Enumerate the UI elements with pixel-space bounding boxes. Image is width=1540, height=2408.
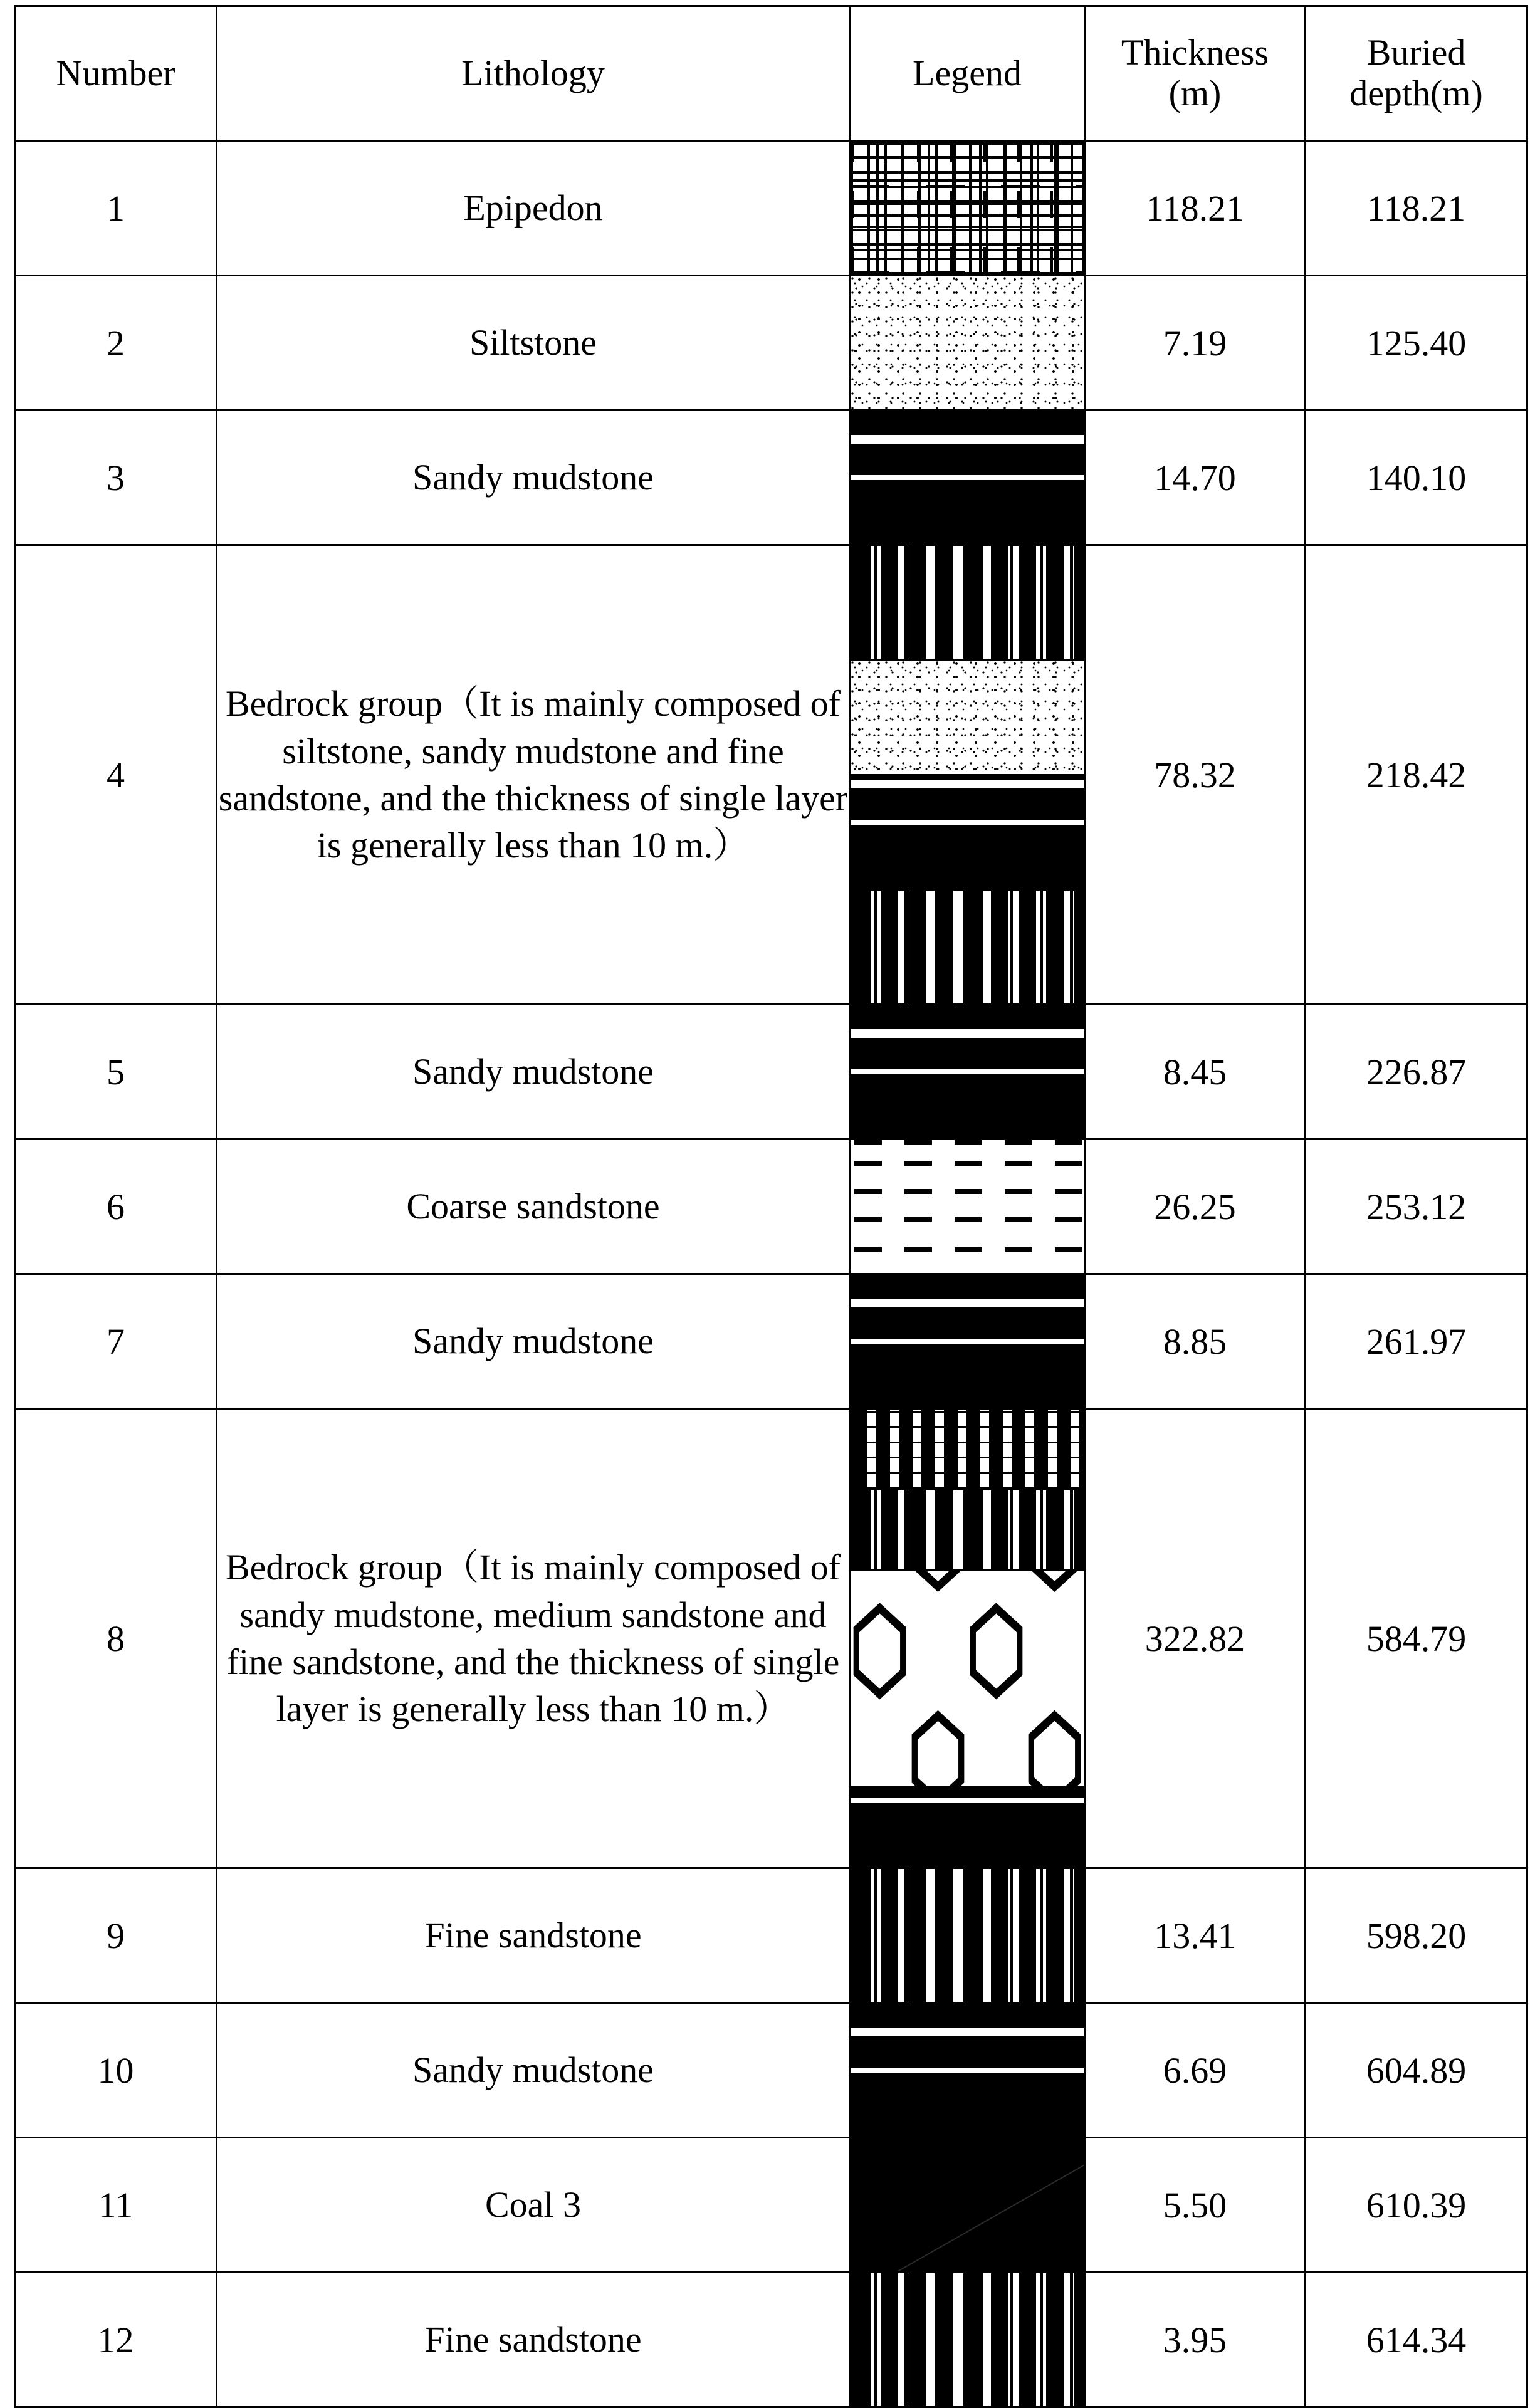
table-row <box>15 1409 1527 1868</box>
cell-buried-depth: 253.12 <box>1306 1139 1527 1274</box>
legend-pattern-mudstone <box>851 1410 1084 1489</box>
cell-thickness: 8.85 <box>1085 1274 1306 1409</box>
cell-buried-depth: 140.10 <box>1306 411 1527 545</box>
cell-legend <box>850 276 1085 411</box>
cell-legend <box>850 411 1085 545</box>
cell-number: 7 <box>15 1274 217 1409</box>
cell-legend <box>850 1139 1085 1274</box>
legend-pattern-siltstone <box>851 276 1084 409</box>
table-row <box>15 2273 1527 2407</box>
legend-pattern-stack <box>851 2004 1084 2137</box>
cell-lithology: Fine sandstone <box>217 1868 850 2003</box>
cell-lithology: Sandy mudstone <box>217 411 850 545</box>
cell-buried-depth: 614.34 <box>1306 2273 1527 2407</box>
cell-legend <box>850 141 1085 276</box>
cell-thickness: 8.45 <box>1085 1005 1306 1139</box>
legend-pattern-stack <box>851 411 1084 544</box>
cell-thickness: 7.19 <box>1085 276 1306 411</box>
cell-number: 9 <box>15 1868 217 2003</box>
cell-legend <box>850 2138 1085 2273</box>
table-body <box>15 141 1527 2407</box>
cell-lithology: Coarse sandstone <box>217 1139 850 1274</box>
cell-thickness: 13.41 <box>1085 1868 1306 2003</box>
cell-buried-depth: 604.89 <box>1306 2003 1527 2138</box>
legend-pattern-stack <box>851 2273 1084 2406</box>
cell-legend <box>850 545 1085 1005</box>
legend-pattern-sandy-mudstone <box>851 1005 1084 1138</box>
cell-number: 6 <box>15 1139 217 1274</box>
legend-pattern-stack <box>851 1410 1084 1867</box>
cell-number: 1 <box>15 141 217 276</box>
legend-pattern-medium-sandstone <box>851 1569 1084 1786</box>
header-number <box>15 6 217 141</box>
cell-thickness: 6.69 <box>1085 2003 1306 2138</box>
cell-thickness: 26.25 <box>1085 1139 1306 1274</box>
cell-lithology: Sandy mudstone <box>217 1274 850 1409</box>
cell-number: 4 <box>15 545 217 1005</box>
cell-legend <box>850 1274 1085 1409</box>
cell-thickness: 3.95 <box>1085 2273 1306 2407</box>
legend-pattern-stack <box>851 1275 1084 1408</box>
legend-pattern-stack <box>851 1869 1084 2002</box>
cell-buried-depth: 584.79 <box>1306 1409 1527 1868</box>
cell-lithology: Bedrock group（It is mainly composed of sandy mudstone, medium sandstone and fine sandstone, and the thickness of single layer is generally less than 10 m.） <box>217 1409 850 1868</box>
cell-buried-depth: 226.87 <box>1306 1005 1527 1139</box>
header-thickness-unit: (m) <box>1168 73 1222 113</box>
legend-pattern-coarse-sandstone <box>851 1140 1084 1273</box>
cell-thickness: 5.50 <box>1085 2138 1306 2273</box>
cell-buried-depth: 218.42 <box>1306 545 1527 1005</box>
legend-pattern-fine-sandstone <box>851 1489 1084 1569</box>
table-row <box>15 2138 1527 2273</box>
legend-pattern-sandy-mudstone <box>851 774 1084 889</box>
legend-pattern-sandy-mudstone <box>851 411 1084 544</box>
legend-pattern-siltstone <box>851 659 1084 773</box>
legend-pattern-epipedon <box>851 142 1084 275</box>
table-row <box>15 2003 1527 2138</box>
table-row <box>15 1139 1527 1274</box>
cell-lithology: Sandy mudstone <box>217 2003 850 2138</box>
header-thickness-label: Thickness <box>1121 32 1269 73</box>
cell-lithology: Fine sandstone <box>217 2273 850 2407</box>
cell-legend <box>850 2273 1085 2407</box>
header-buried-depth <box>1306 6 1527 141</box>
legend-pattern-sandy-mudstone <box>851 1275 1084 1408</box>
table-row <box>15 276 1527 411</box>
table-row <box>15 1868 1527 2003</box>
legend-pattern-sandy-mudstone <box>851 2004 1084 2137</box>
table-row <box>15 1005 1527 1139</box>
cell-legend <box>850 1868 1085 2003</box>
cell-number: 2 <box>15 276 217 411</box>
cell-buried-depth: 118.21 <box>1306 141 1527 276</box>
legend-pattern-fine-sandstone <box>851 1869 1084 2002</box>
header-thickness <box>1085 6 1306 141</box>
cell-number: 12 <box>15 2273 217 2407</box>
cell-lithology: Bedrock group（It is mainly composed of siltstone, sandy mudstone and fine sandstone, and the thickness of single layer is generally less than 10 m.） <box>217 545 850 1005</box>
cell-number: 10 <box>15 2003 217 2138</box>
legend-pattern-fine-sandstone <box>851 889 1084 1003</box>
cell-number: 11 <box>15 2138 217 2273</box>
cell-buried-depth: 610.39 <box>1306 2138 1527 2273</box>
cell-thickness: 14.70 <box>1085 411 1306 545</box>
legend-pattern-coal <box>851 2138 1084 2271</box>
legend-pattern-fine-sandstone <box>851 2273 1084 2406</box>
cell-number: 8 <box>15 1409 217 1868</box>
cell-lithology: Coal 3 <box>217 2138 850 2273</box>
cell-thickness: 118.21 <box>1085 141 1306 276</box>
legend-pattern-stack <box>851 1140 1084 1273</box>
cell-legend <box>850 2003 1085 2138</box>
legend-pattern-stack <box>851 142 1084 275</box>
coal-diagonal-marker <box>851 2138 1084 2271</box>
header-legend <box>850 6 1085 141</box>
cell-number: 3 <box>15 411 217 545</box>
cell-lithology: Sandy mudstone <box>217 1005 850 1139</box>
cell-buried-depth: 125.40 <box>1306 276 1527 411</box>
cell-lithology: Siltstone <box>217 276 850 411</box>
header-buried-depth-label: Buried <box>1366 32 1466 73</box>
table-row <box>15 141 1527 276</box>
cell-number: 5 <box>15 1005 217 1139</box>
cell-legend <box>850 1005 1085 1139</box>
legend-pattern-fine-sandstone <box>851 546 1084 659</box>
cell-buried-depth: 261.97 <box>1306 1274 1527 1409</box>
legend-pattern-stack <box>851 1005 1084 1138</box>
header-row <box>15 6 1527 141</box>
cell-buried-depth: 598.20 <box>1306 1868 1527 2003</box>
cell-thickness: 78.32 <box>1085 545 1306 1005</box>
legend-pattern-stack <box>851 276 1084 409</box>
stratigraphic-table <box>14 5 1528 2408</box>
table-row <box>15 411 1527 545</box>
cell-thickness: 322.82 <box>1085 1409 1306 1868</box>
header-lithology <box>217 6 850 141</box>
table-row <box>15 1274 1527 1409</box>
legend-pattern-stack <box>851 2138 1084 2271</box>
header-legend-label: Legend <box>913 52 1022 93</box>
header-buried-depth-unit: depth(m) <box>1349 73 1483 113</box>
cell-legend <box>850 1409 1085 1868</box>
legend-pattern-stack <box>851 546 1084 1003</box>
cell-lithology: Epipedon <box>217 141 850 276</box>
header-number-label: Number <box>56 52 175 93</box>
table-row <box>15 545 1527 1005</box>
legend-pattern-sandy-mudstone <box>851 1786 1084 1867</box>
table-header <box>15 6 1527 141</box>
header-lithology-label: Lithology <box>461 52 605 93</box>
